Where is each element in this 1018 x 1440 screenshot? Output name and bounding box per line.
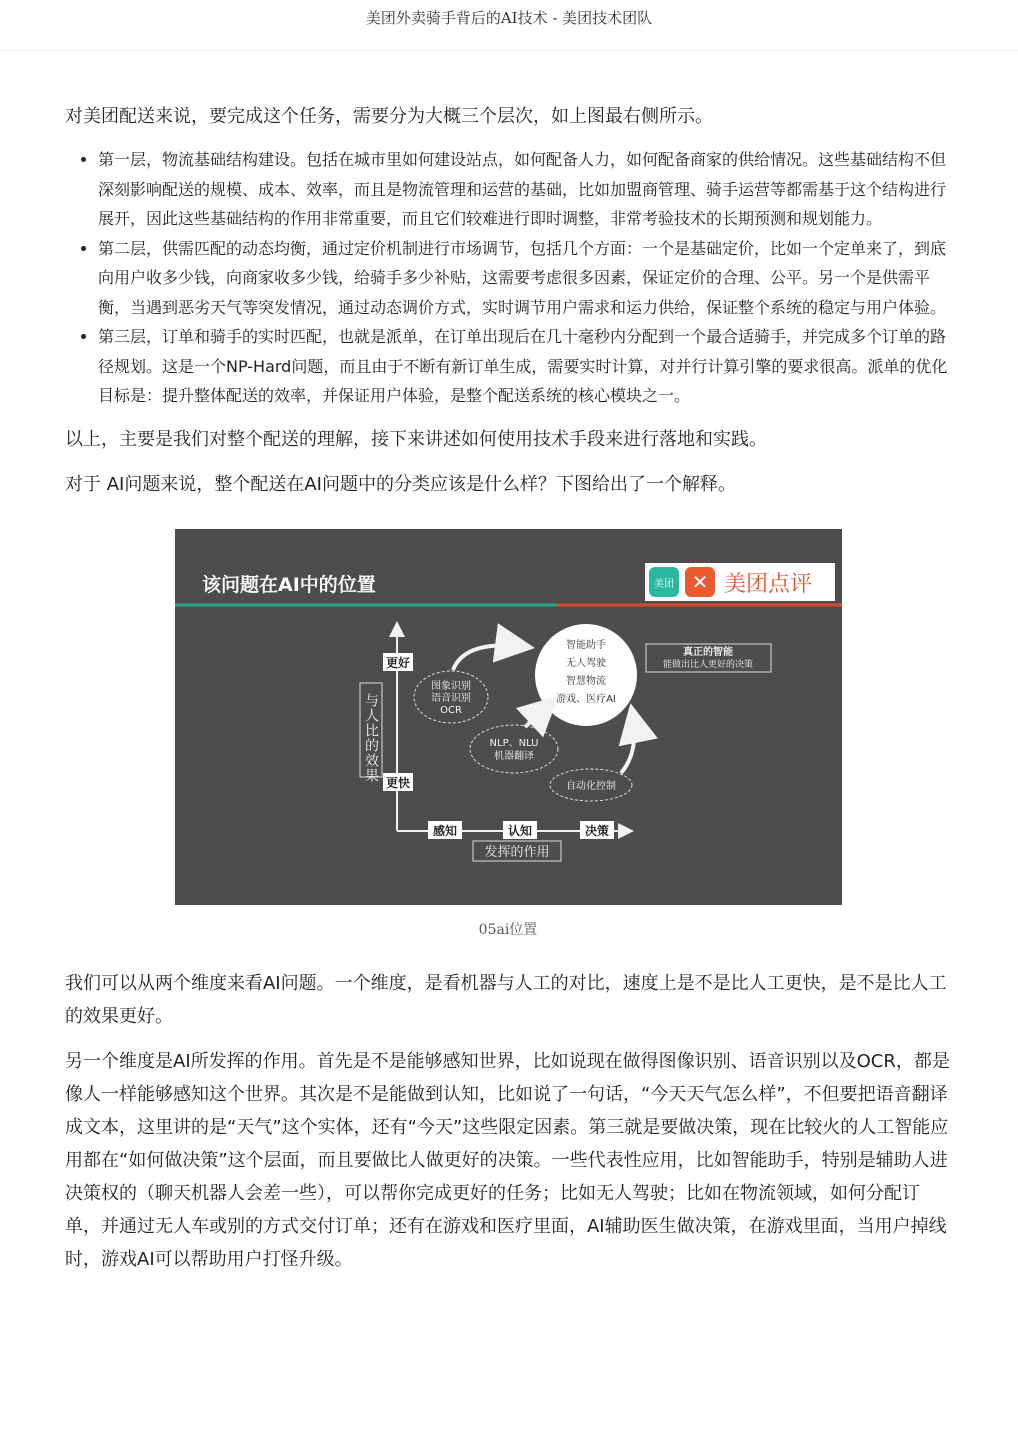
- list-item: • 第三层，订单和骑手的实时匹配，也就是派单，在订单出现后在几十毫秒内分配到一个最合适骑手，并完成多个订单的路径规划。这是一个NP-Hard问题，而且由于不断有新订单生成，需要实时计算，对并行计算引擎的要求很高。派单的优化目标是：提升整体配送的效率，并保证用户体验，是整个配送系统的核心模块之一。: [98, 322, 951, 411]
- paragraph-second-dimension: 另一个维度是AI所发挥的作用。首先是不是能够感知世界，比如说现在做得图像识别、语音识别以及OCR，都是像人一样能够感知这个世界。其次是不是能做到认知，比如说了一句话，“今天天气怎么样”，不但要把语音翻译成文本，这里讲的是“天气”这个实体，还有“今天”这些限定因素。第三就是要做决策，现在比较火的人工智能应用都在“如何做决策”这个层面，而且要做比人做更好的决策。一些代表性应用，比如智能助手，特别是辅助人进决策权的（聊天机器人会差一些），可以帮你完成更好的任务；比如无人驾驶；比如在物流领域，如何分配订单，并通过无人车或别的方式交付订单；还有在游戏和医疗里面，AI辅助医生做决策，在游戏里面，当用户掉线时，游戏AI可以帮助用户打怪升级。: [65, 1050, 950, 1270]
- figure-caption: 05ai位置: [478, 921, 538, 938]
- brand-logo: [645, 563, 835, 601]
- list-item: • 第一层，物流基础结构建设。包括在城市里如何建设站点，如何配备人力，如何配备商家的供给情况。这些基础结构不但深刻影响配送的规模、成本、效率，而且是物流管理和运营的基础，比如加盟商管理、骑手运营等都需基于这个结构进行展开，因此这些基础结构的作用非常重要，而且它们较难进行即时调整，非常考验技术的长期预测和规划能力。: [98, 145, 951, 234]
- x-tick-perception: 感知: [432, 823, 458, 838]
- x-axis-label: 发挥的作用: [484, 844, 550, 860]
- list-item: • 第二层，供需匹配的动态均衡，通过定价机制进行市场调节，包括几个方面：一个是基础定价，比如一个定单来了，到底向用户收多少钱，向商家收多少钱，给骑手多少补贴，这需要考虑很多因素，保证定价的合理、公平。另一个是供需平衡，当遇到恶劣天气等突发情况，通过动态调价方式，实时调节用户需求和运力供给，保证整个系统的稳定与用户体验。: [98, 234, 951, 323]
- slide-image: [175, 529, 842, 905]
- x-tick-cognition: 认知: [507, 823, 533, 838]
- paragraph-ai-question: 对于 AI问题来说，整个配送在AI问题中的分类应该是什么样？下图给出了一个解释。: [65, 473, 736, 495]
- automation-label: 自动化控制: [566, 780, 616, 792]
- paragraph-summary: 以上，主要是我们对整个配送的理解，接下来讲述如何使用技术手段来进行落地和实践。: [65, 428, 767, 450]
- y-axis-label: 与人比的效果: [363, 692, 379, 783]
- logo-badge-text: 美团: [654, 578, 674, 590]
- true-intelligence-title: 真正的智能: [683, 646, 733, 658]
- svg-text:✕: ✕: [691, 569, 709, 594]
- decision-item: 无人驾驶: [566, 657, 606, 669]
- paragraph-two-dimensions: 我们可以从两个维度来看AI问题。一个维度，是看机器与人工的对比，速度上是不是比人工更快，是不是比人工的效果更好。: [65, 972, 947, 1027]
- decision-item: 游戏、医疗AI: [556, 693, 616, 705]
- decision-item: 智能助手: [566, 639, 606, 651]
- figure-ai-position: [175, 529, 842, 905]
- perception-item: 图象识别: [431, 680, 471, 692]
- page-header-title: 美团外卖骑手背后的AI技术 - 美团技术团队: [0, 0, 1018, 51]
- y-tick-faster: 更快: [385, 775, 411, 790]
- perception-item: 语音识别: [431, 692, 471, 704]
- true-intelligence-sub: 能做出比人更好的决策: [662, 659, 754, 670]
- decision-item: 智慧物流: [566, 675, 606, 687]
- cognition-item: NLP、NLU: [489, 737, 539, 749]
- slide-title: 该问题在AI中的位置: [202, 573, 376, 596]
- y-tick-better: 更好: [385, 655, 411, 670]
- logo-text: 美团点评: [724, 571, 813, 597]
- perception-item: OCR: [440, 704, 462, 716]
- layer-list: [65, 145, 951, 411]
- article-body: [65, 100, 951, 1276]
- x-tick-decision: 决策: [584, 823, 610, 838]
- cognition-item: 机器翻译: [494, 750, 534, 762]
- paragraph-intro: 对美团配送来说，要完成这个任务，需要分为大概三个层次，如上图最右侧所示。: [65, 106, 713, 127]
